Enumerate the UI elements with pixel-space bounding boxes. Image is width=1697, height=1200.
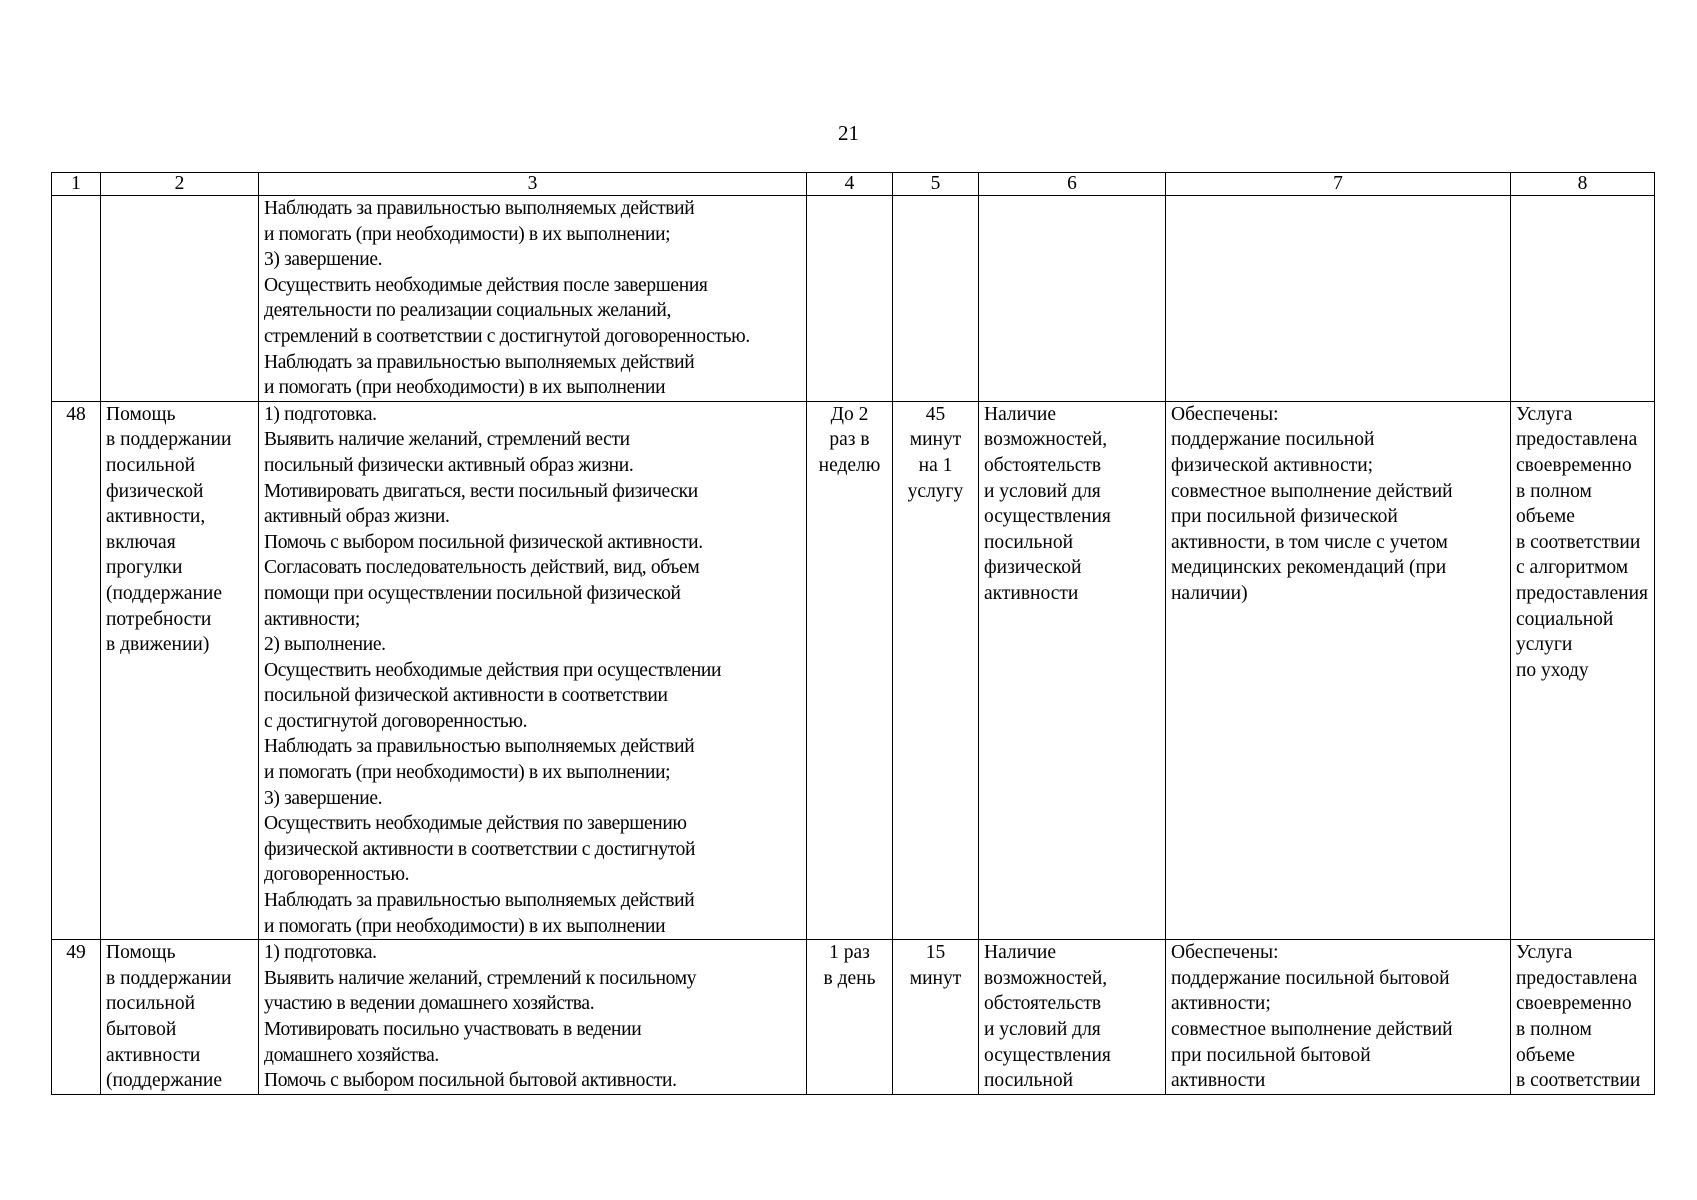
text-line: и помогать (при необходимости) в их выполнении; <box>264 223 671 245</box>
text-line: Наблюдать за правильностью выполняемых действий <box>264 198 695 219</box>
text-line: возможностей, <box>984 967 1108 989</box>
text-line: 1) подготовка. <box>264 942 377 964</box>
service-name-cell <box>101 401 259 939</box>
row-number: 49 <box>52 940 101 1095</box>
text-line: Наличие <box>984 942 1056 964</box>
text-line: Помощь <box>106 403 176 425</box>
service-name-cell <box>101 940 259 1095</box>
text-line: Осуществить необходимые действия при осуществлении <box>264 659 722 681</box>
text-line: своевременно <box>1516 993 1632 1015</box>
text-line: включая <box>106 531 176 553</box>
text-line: неделю <box>818 454 881 476</box>
text-line: объеме <box>1516 1044 1575 1066</box>
conditions-cell <box>979 401 1166 939</box>
text-line: Обеспечены: <box>1171 942 1279 964</box>
cont-cell-result <box>1166 196 1511 402</box>
text-line: 15 <box>925 942 946 964</box>
column-header-6: 6 <box>979 173 1166 196</box>
text-line: 1) подготовка. <box>264 403 377 425</box>
text-line: 3) завершение. <box>264 249 383 271</box>
text-line: при посильной физической <box>1171 506 1398 528</box>
cont-cell-name <box>101 196 259 402</box>
text-line: и условий для <box>984 1019 1101 1040</box>
text-line: предоставления <box>1516 582 1648 604</box>
text-line: активный образ жизни. <box>264 506 450 528</box>
column-header-4: 4 <box>807 173 893 196</box>
text-line: Осуществить необходимые действия по завершению <box>264 813 687 835</box>
text-line: Мотивировать двигаться, вести посильный физически <box>264 480 698 502</box>
text-line: на 1 <box>918 454 953 476</box>
text-line: активности <box>984 582 1079 604</box>
text-line: в поддержании <box>106 967 232 989</box>
result-cell <box>1166 940 1511 1095</box>
text-line: в поддержании <box>106 429 232 451</box>
text-line: услуги <box>1516 634 1573 656</box>
quality-cell <box>1511 401 1655 939</box>
column-number-row <box>52 173 1655 196</box>
text-line: (поддержание <box>106 1070 223 1092</box>
column-header-7: 7 <box>1166 173 1511 196</box>
text-line: потребности <box>106 608 212 630</box>
text-line: Помощь <box>106 942 176 964</box>
text-line: посильной <box>106 454 196 476</box>
column-header-2: 2 <box>101 173 259 196</box>
text-line: активности, в том числе с учетом <box>1171 531 1448 553</box>
text-line: услугу <box>907 480 964 502</box>
time-cell <box>893 940 979 1095</box>
text-line: в соответствии <box>1516 531 1641 553</box>
text-line: 45 <box>925 403 946 425</box>
text-line: прогулки <box>106 557 183 579</box>
text-line: предоставлена <box>1516 429 1638 451</box>
text-line: 1 раз <box>829 942 870 964</box>
frequency-cell <box>807 940 893 1095</box>
text-line: с алгоритмом <box>1516 557 1629 579</box>
text-line: посильной физической активности в соответствии <box>264 685 668 707</box>
text-line: посильной <box>984 1070 1074 1092</box>
text-line: посильной <box>106 993 196 1015</box>
text-line: наличии) <box>1171 582 1248 604</box>
result-cell <box>1166 401 1511 939</box>
text-line: Помочь с выбором посильной физической активности. <box>264 531 703 553</box>
text-line: 2) выполнение. <box>264 634 386 656</box>
text-line: в день <box>823 967 876 989</box>
text-line: Наблюдать за правильностью выполняемых действий <box>264 890 695 912</box>
text-line: деятельности по реализации социальных желаний, <box>264 300 671 322</box>
column-header-1: 1 <box>52 173 101 196</box>
text-line: раз в <box>829 429 870 451</box>
text-line: посильный физически активный образ жизни. <box>264 454 634 476</box>
text-line: и условий для <box>984 480 1101 502</box>
text-line: Наличие <box>984 403 1056 425</box>
cont-cell-frequency <box>807 196 893 402</box>
text-line: Помочь с выбором посильной бытовой активности. <box>264 1070 677 1092</box>
text-line: активности, <box>106 506 206 528</box>
quality-cell <box>1511 940 1655 1095</box>
text-line: До 2 <box>830 403 869 425</box>
text-line: объеме <box>1516 506 1575 528</box>
text-line: активности; <box>264 608 360 630</box>
text-line: Мотивировать посильно участвовать в ведении <box>264 1019 642 1040</box>
text-line: предоставлена <box>1516 967 1638 989</box>
text-line: минут <box>909 429 962 451</box>
text-line: совместное выполнение действий <box>1171 1019 1453 1040</box>
text-line: физической активности в соответствии с достигнутой <box>264 838 696 860</box>
cont-cell-time <box>893 196 979 402</box>
frequency-cell <box>807 401 893 939</box>
text-line: Услуга <box>1516 942 1573 964</box>
text-line: активности; <box>1171 993 1271 1015</box>
time-cell <box>893 401 979 939</box>
text-line: возможностей, <box>984 429 1108 451</box>
text-line: физической <box>984 557 1082 579</box>
text-line: с достигнутой договоренностью. <box>264 710 528 732</box>
cont-cell-quality <box>1511 196 1655 402</box>
text-line: и помогать (при необходимости) в их выполнении <box>264 915 666 937</box>
text-line: стремлений в соответствии с достигнутой договоренностью. <box>264 325 750 347</box>
text-line: Услуга <box>1516 403 1573 425</box>
text-line: Наблюдать за правильностью выполняемых действий <box>264 351 695 373</box>
text-line: и помогать (при необходимости) в их выполнении; <box>264 762 671 784</box>
table-row-49 <box>52 940 1655 1095</box>
text-line: Выявить наличие желаний, стремлений вести <box>264 429 630 451</box>
conditions-cell <box>979 940 1166 1095</box>
text-line: в полном <box>1516 1019 1592 1040</box>
table-row-48 <box>52 401 1655 939</box>
continuation-row <box>52 196 1655 402</box>
text-line: 3) завершение. <box>264 787 383 809</box>
text-line: социальной <box>1516 608 1614 630</box>
column-header-3: 3 <box>259 173 807 196</box>
text-line: (поддержание <box>106 582 223 604</box>
text-line: в полном <box>1516 480 1592 502</box>
text-line: Обеспечены: <box>1171 403 1279 425</box>
cont-cell-conditions <box>979 196 1166 402</box>
text-line: Наблюдать за правильностью выполняемых действий <box>264 736 695 758</box>
text-line: участию в ведении домашнего хозяйства. <box>264 993 595 1015</box>
column-header-8: 8 <box>1511 173 1655 196</box>
cont-cell-num <box>52 196 101 402</box>
text-line: осуществления <box>984 1044 1111 1066</box>
page-number: 21 <box>838 121 859 145</box>
algorithm-cell <box>259 401 807 939</box>
text-line: по уходу <box>1516 659 1589 681</box>
text-line: физической активности; <box>1171 454 1374 476</box>
services-table <box>51 172 1655 1095</box>
text-line: минут <box>909 967 962 989</box>
algorithm-cell <box>259 940 807 1095</box>
column-header-5: 5 <box>893 173 979 196</box>
text-line: домашнего хозяйства. <box>264 1044 439 1066</box>
text-line: поддержание посильной бытовой <box>1171 967 1450 989</box>
text-line: Осуществить необходимые действия после завершения <box>264 274 708 296</box>
text-line: договоренностью. <box>264 864 410 886</box>
text-line: Согласовать последовательность действий, вид, объем <box>264 557 700 579</box>
text-line: совместное выполнение действий <box>1171 480 1453 502</box>
text-line: Выявить наличие желаний, стремлений к посильному <box>264 967 697 989</box>
cont-cell-algorithm <box>259 196 807 402</box>
text-line: медицинских рекомендаций (при <box>1171 557 1447 579</box>
text-line: посильной <box>984 531 1074 553</box>
text-line: активности <box>1171 1070 1266 1092</box>
text-line: помощи при осуществлении посильной физической <box>264 582 681 604</box>
text-line: при посильной бытовой <box>1171 1044 1371 1066</box>
row-number: 48 <box>52 401 101 939</box>
text-line: и помогать (при необходимости) в их выполнении <box>264 377 666 399</box>
text-line: обстоятельств <box>984 993 1102 1015</box>
text-line: в движении) <box>106 634 210 656</box>
text-line: физической <box>106 480 204 502</box>
text-line: обстоятельств <box>984 454 1102 476</box>
text-line: в соответствии <box>1516 1070 1641 1092</box>
text-line: поддержание посильной <box>1171 429 1375 451</box>
text-line: активности <box>106 1044 201 1066</box>
text-line: бытовой <box>106 1019 177 1040</box>
text-line: осуществления <box>984 506 1111 528</box>
text-line: своевременно <box>1516 454 1632 476</box>
